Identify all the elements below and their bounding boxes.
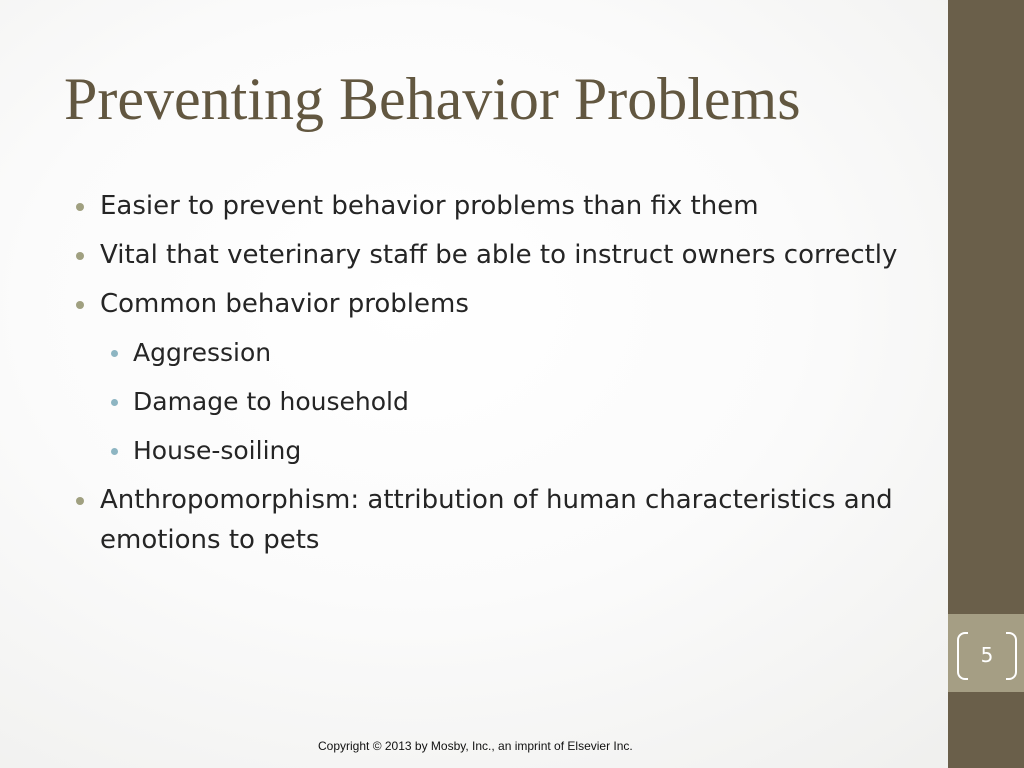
- bullet-dot-icon: [76, 301, 84, 309]
- slide-number-frame: [957, 632, 1017, 678]
- sub-bullet-dot-icon: [111, 350, 118, 357]
- slide-number: 5: [980, 643, 994, 667]
- bullet-list: [100, 186, 920, 569]
- bullet-text: Common behavior problems: [100, 289, 469, 319]
- sub-bullet-text: House-soiling: [133, 436, 302, 465]
- sub-bullet-item: [133, 382, 920, 422]
- bullet-dot-icon: [76, 497, 84, 505]
- bullet-item: [100, 284, 920, 324]
- bullet-dot-icon: [76, 252, 84, 260]
- bullet-item: [100, 235, 920, 275]
- bullet-text: Vital that veterinary staff be able to instruct owners correctly: [100, 240, 898, 270]
- bullet-item: [100, 480, 920, 560]
- copyright-footer: Copyright © 2013 by Mosby, Inc., an imprint of Elsevier Inc.: [318, 739, 633, 753]
- right-bracket-icon: [1006, 632, 1017, 680]
- sub-bullet-text: Aggression: [133, 338, 272, 367]
- bullet-text: Easier to prevent behavior problems than fix them: [100, 191, 759, 221]
- slide-title: Preventing Behavior Problems: [64, 66, 801, 132]
- bullet-text: Anthropomorphism: attribution of human characteristics and emotions to pets: [100, 485, 893, 555]
- sub-bullet-item: [133, 333, 920, 373]
- sub-bullet-item: [133, 431, 920, 471]
- sub-bullet-dot-icon: [111, 448, 118, 455]
- bullet-dot-icon: [76, 203, 84, 211]
- bullet-item: [100, 186, 920, 226]
- sub-bullet-text: Damage to household: [133, 387, 409, 416]
- sub-bullet-dot-icon: [111, 399, 118, 406]
